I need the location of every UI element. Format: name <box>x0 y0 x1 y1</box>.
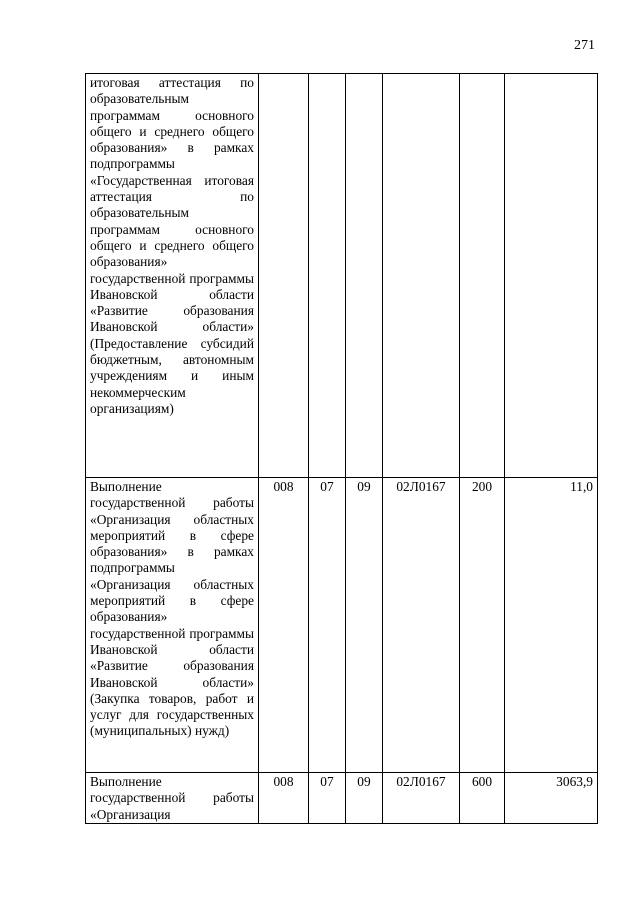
table-row <box>86 773 598 824</box>
ministry-code-cell: 008 <box>259 773 309 824</box>
row-description: Выполнение государственной работы «Организация областных мероприятий в сфере образования» в рамках подпрограммы «Организация областных мероприятий в сфере образования» государственной программы Ивановской области «Развитие образования Ивановской области» (Закупка товаров, работ и услуг для государственных (муниципальных) нужд) <box>86 478 259 773</box>
section-code-cell <box>309 74 346 478</box>
amount-cell: 3063,9 <box>505 773 598 824</box>
amount-cell: 11,0 <box>505 478 598 773</box>
target-article-cell: 02Л0167 <box>383 478 460 773</box>
row-description: Выполнение государственной работы «Организация <box>86 773 259 824</box>
target-article-cell: 02Л0167 <box>383 773 460 824</box>
section-code-cell: 07 <box>309 478 346 773</box>
ministry-code-cell <box>259 74 309 478</box>
section-code-cell: 07 <box>309 773 346 824</box>
target-article-cell <box>383 74 460 478</box>
budget-table <box>85 73 598 824</box>
expense-type-cell: 200 <box>460 478 505 773</box>
subsection-code-cell <box>346 74 383 478</box>
table-row <box>86 74 598 478</box>
page-number: 271 <box>574 38 595 53</box>
expense-type-cell <box>460 74 505 478</box>
amount-cell <box>505 74 598 478</box>
row-description: итоговая аттестация по образовательным программам основного общего и среднего общего образования» в рамках подпрограммы «Государственная итоговая аттестация по образовательным программам основного общего и среднего общего образования» государственной программы Ивановской области «Развитие образования Ивановской области» (Предоставление субсидий бюджетным, автономным учреждениям и иным некоммерческим организациям) <box>86 74 259 478</box>
table-row <box>86 478 598 773</box>
subsection-code-cell: 09 <box>346 478 383 773</box>
ministry-code-cell: 008 <box>259 478 309 773</box>
expense-type-cell: 600 <box>460 773 505 824</box>
subsection-code-cell: 09 <box>346 773 383 824</box>
